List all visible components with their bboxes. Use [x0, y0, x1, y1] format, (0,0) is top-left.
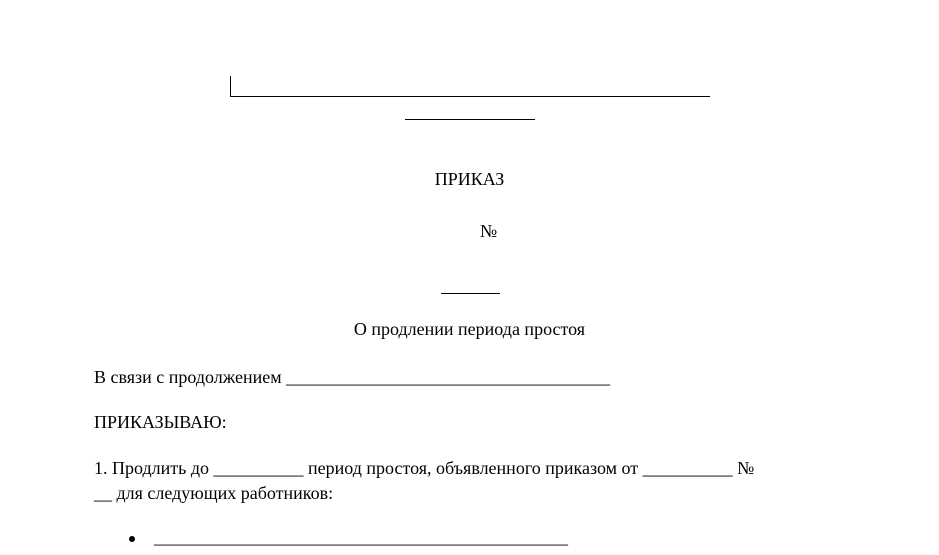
date-blank[interactable] [441, 293, 500, 294]
organization-name-blank[interactable] [230, 96, 710, 97]
organization-subline-blank[interactable] [405, 119, 535, 120]
document-subject: О продлении периода простоя [353, 319, 586, 339]
item-1-line-1: 1. Продлить до __________ период простоя, объявленного приказом от __________ № [94, 458, 755, 478]
item-1-line-2: __ для следующих работников: [94, 483, 334, 503]
order-word: ПРИКАЗЫВАЮ: [94, 412, 227, 432]
list-bullet [129, 536, 135, 542]
bullet-item-blank: ______________________________________________ [154, 527, 568, 547]
reason-paragraph: В связи с продолжением ____________________________________ [94, 367, 611, 387]
text-cursor [230, 76, 231, 96]
document-title: ПРИКАЗ [434, 169, 505, 189]
order-number-label: № [480, 221, 498, 241]
